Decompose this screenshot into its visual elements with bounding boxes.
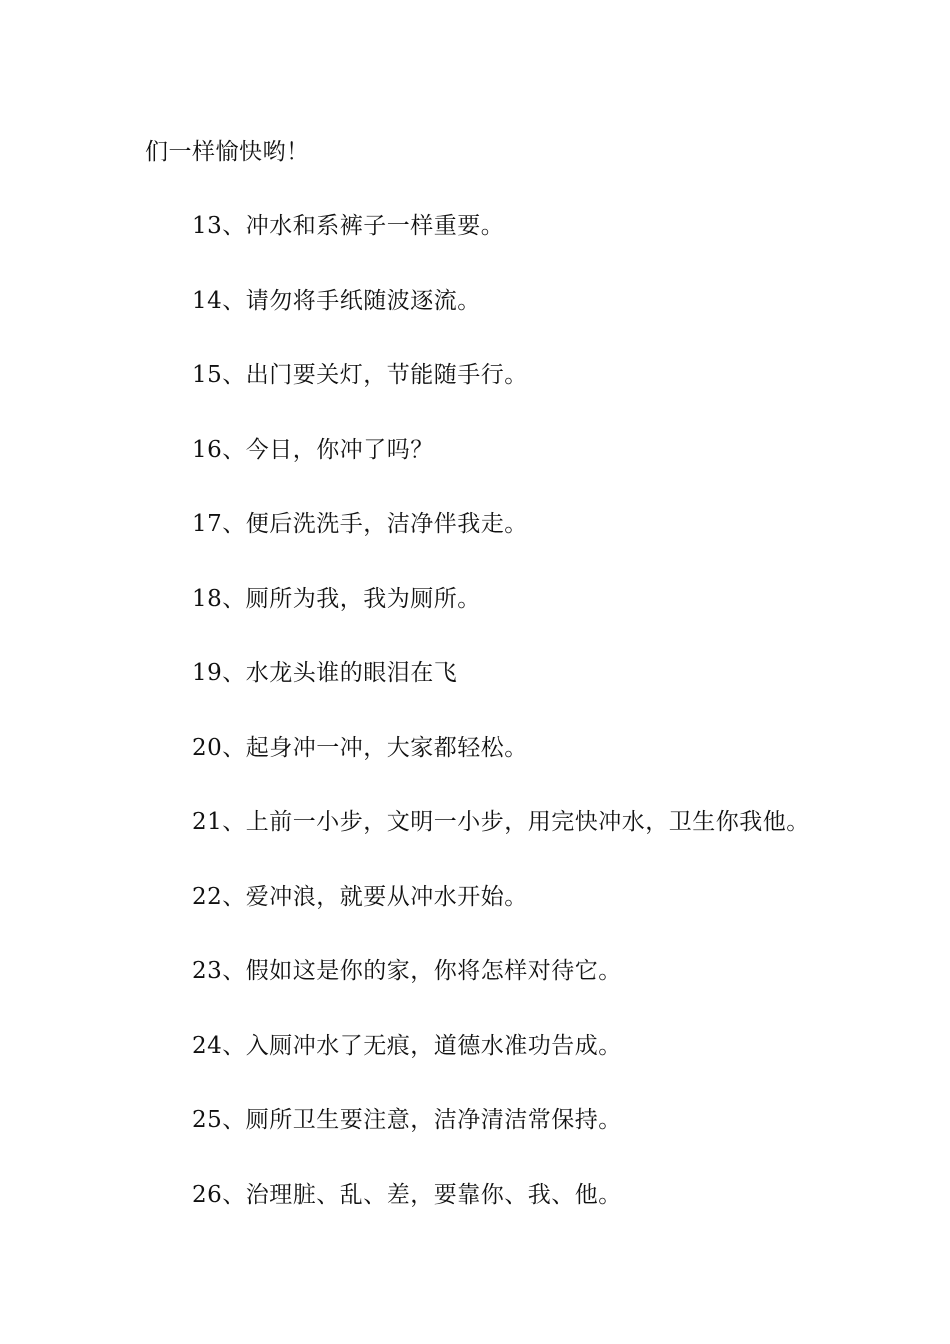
list-item: 22、爱冲浪，就要从冲水开始。 [192, 884, 528, 910]
list-item: 14、请勿将手纸随波逐流。 [192, 288, 481, 314]
list-item: 25、厕所卫生要注意，洁净清洁常保持。 [192, 1107, 622, 1133]
list-item: 13、冲水和系裤子一样重要。 [192, 213, 505, 239]
list-item: 17、便后洗洗手，洁净伴我走。 [192, 511, 528, 537]
list-item: 26、治理脏、乱、差，要靠你、我、他。 [192, 1182, 622, 1208]
list-item: 21、上前一小步，文明一小步，用完快冲水，卫生你我他。 [192, 809, 810, 835]
list-item: 19、水龙头谁的眼泪在飞 [192, 660, 458, 686]
continuation-text: 们一样愉快哟！ [145, 139, 310, 165]
list-item: 24、入厕冲水了无痕，道德水准功告成。 [192, 1033, 622, 1059]
list-item: 16、今日，你冲了吗？ [192, 437, 434, 463]
list-item: 15、出门要关灯，节能随手行。 [192, 362, 528, 388]
list-item: 20、起身冲一冲，大家都轻松。 [192, 735, 528, 761]
list-item: 23、假如这是你的家，你将怎样对待它。 [192, 958, 622, 984]
list-item: 18、厕所为我，我为厕所。 [192, 586, 481, 612]
